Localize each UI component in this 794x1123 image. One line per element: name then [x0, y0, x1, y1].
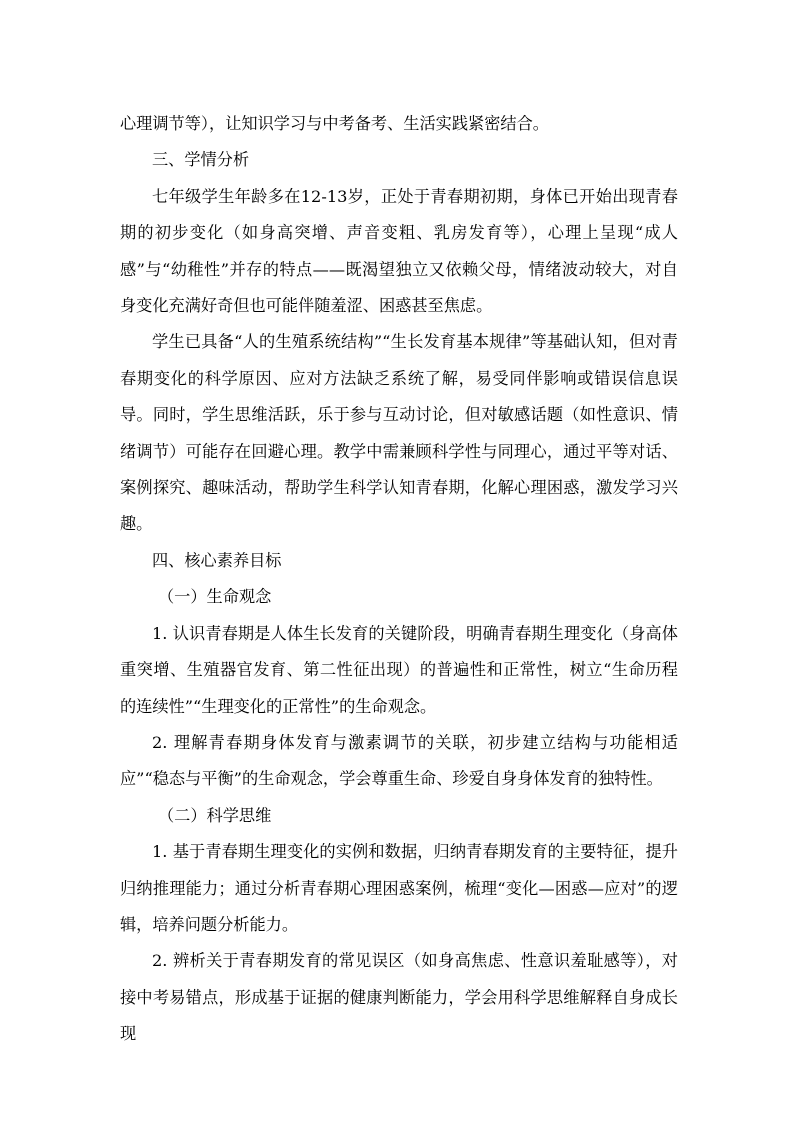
paragraph-continuation: 心理调节等），让知识学习与中考备考、生活实践紧密结合。	[120, 114, 549, 133]
section-heading-core-goals: 四、核心素养目标	[152, 550, 282, 570]
list-item-scientific-thinking-1: 1. 基于青春期生理变化的实例和数据，归纳青春期发育的主要特征，提升归纳推理能力；通过分析青春期心理困惑案例，梳理“变化—困惑—应对”的逻辑，培养问题分析能力。	[120, 842, 678, 934]
list-item-scientific-thinking-2: 2. 辨析关于青春期发育的常见误区（如身高焦虑、性意识羞耻感等），对接中考易错点，形成基于证据的健康判断能力，学会用科学思维解释自身成长现	[120, 951, 678, 1044]
paragraph-learner-knowledge: 学生已具备“人的生殖系统结构”“生长发育基本规律”等基础认知，但对青春期变化的科学原因、应对方法缺乏系统了解，易受同伴影响或错误信息误导。同时，学生思维活跃，乐于参与互动讨论，但对敏感话题（如性意识、情绪调节）可能存在回避心理。教学中需兼顾科学性与同理心，通过平等对话、案例探究、趣味活动，帮助学生科学认知青春期，化解心理困惑，激发学习兴趣。	[120, 332, 678, 534]
subheading-scientific-thinking: （二）科学思维	[158, 805, 272, 825]
list-item-life-concept-1: 1. 认识青春期是人体生长发育的关键阶段，明确青春期生理变化（身高体重突增、生殖器官发育、第二性征出现）的普遍性和正常性，树立“生命历程的连续性”“生理变化的正常性”的生命观念。	[120, 623, 678, 716]
document-body	[120, 106, 678, 1053]
section-heading-learner-analysis: 三、学情分析	[152, 150, 250, 170]
subheading-life-concept: （一）生命观念	[158, 587, 272, 607]
list-item-life-concept-2: 2. 理解青春期身体发育与激素调节的关联，初步建立结构与功能相适应”“稳态与平衡”的生命观念，学会尊重生命、珍爱自身身体发育的独特性。	[120, 732, 678, 789]
paragraph-learner-age: 七年级学生年龄多在12-13岁，正处于青春期初期，身体已开始出现青春期的初步变化（如身高突增、声音变粗、乳房发育等），心理上呈现“成人感”与“幼稚性”并存的特点——既渴望独立又依赖父母，情绪波动较大，对自身变化充满好奇但也可能伴随羞涩、困惑甚至焦虑。	[120, 186, 678, 316]
